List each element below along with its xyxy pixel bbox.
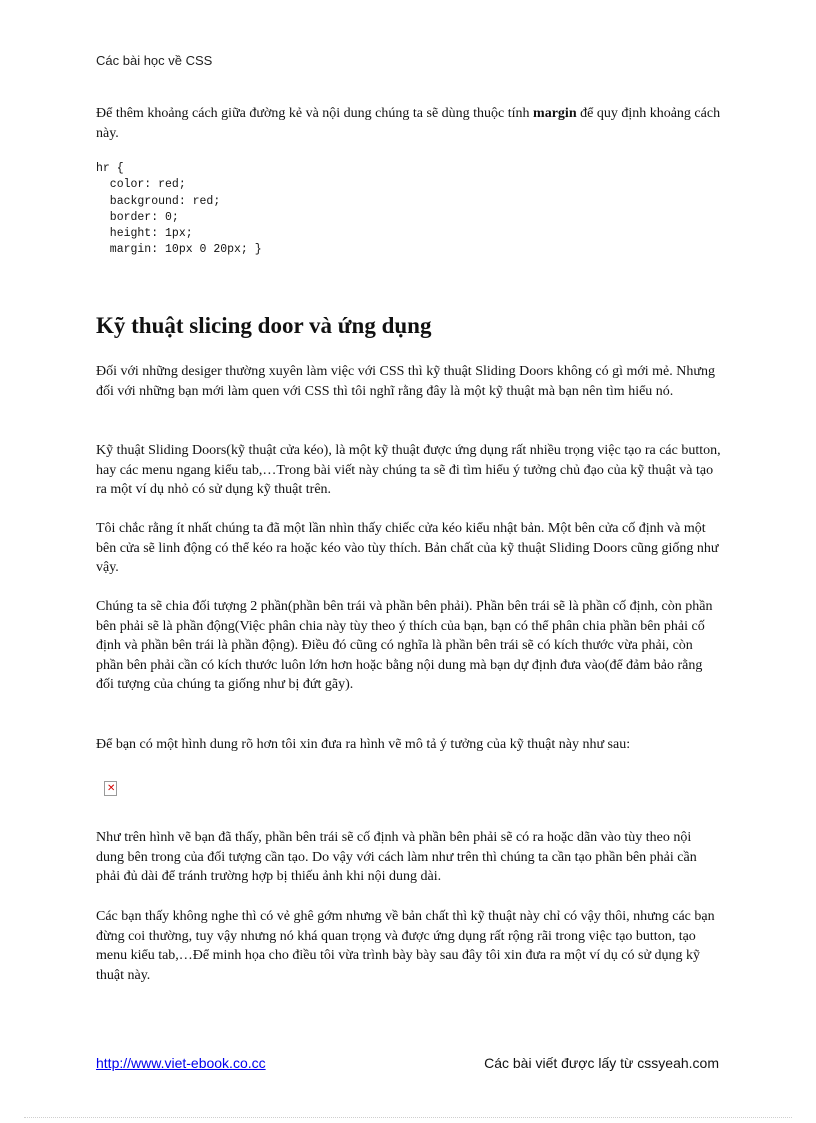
intro-paragraph: [96, 104, 722, 143]
paragraph-7: Các bạn thấy không nghe thì có vẻ ghê gớm nhưng về bản chất thì kỹ thuật này chỉ có vậy thôi, nhưng các bạn đừng coi thường, tuy vậy nhưng nó khá quan trọng và được ứng dụng rất rộng rãi trong việc tạo button, tạo menu kiểu tab,…Để minh họa cho điều tôi vừa trình bày bày sau đây tôi xin đưa ra một ví dụ có sử dụng kỹ thuật này.: [96, 909, 715, 983]
paragraph-5: Để bạn có một hình dung rõ hơn tôi xin đưa ra hình vẽ mô tả ý tưởng của kỹ thuật này như sau:: [96, 737, 631, 752]
page-header-title: Các bài học về CSS: [96, 53, 213, 68]
paragraph-6: Như trên hình vẽ bạn đã thấy, phần bên trái sẽ cố định và phần bên phải sẽ có ra hoặc dãn vào tùy theo nội dung bên trong của đối tượng cần tạo. Do vậy với cách làm như trên thì chúng ta cần tạo phần bên phải cần phải đủ dài để tránh trường hợp bị thiếu ảnh khi nội dung dài.: [96, 830, 697, 884]
code-block: hr { color: red; background: red; border: 0; height: 1px; margin: 10px 0 20px; }: [96, 162, 262, 257]
footer-website-link[interactable]: http://www.viet-ebook.co.cc: [96, 1055, 266, 1071]
paragraph-4: Chúng ta sẽ chia đối tượng 2 phần(phần bên trái và phần bên phải). Phần bên trái sẽ là phần cố định, còn phần bên phải sẽ là phần động(Việc phân chia này tùy theo ý thích của bạn, bạn có thể phân chia phần bên phải cố định và phần bên trái là phần động). Điều đó cũng có nghĩa là phần bên trái sẽ có kích thước vừa phải, còn phần bên phải cần có kích thước luôn lớn hơn hoặc bằng nội dung mà bạn dự định đưa vào(để đảm bảo rằng đối tượng của chúng ta giống như bị đứt gãy).: [96, 599, 713, 692]
broken-image-icon: ✕: [104, 781, 117, 796]
footer-source-note: Các bài viết được lấy từ cssyeah.com: [484, 1055, 719, 1071]
paragraph-1: Đối với những desiger thường xuyên làm việc với CSS thì kỹ thuật Sliding Doors không có gì mới mẻ. Nhưng đối với những bạn mới làm quen với CSS thì tôi nghĩ rằng đây là một kỹ thuật mà bạn nên tìm hiểu nó.: [96, 364, 715, 399]
section-heading: Kỹ thuật slicing door và ứng dụng: [96, 313, 432, 338]
intro-text-before: Để thêm khoảng cách giữa đường kẻ và nội dung chúng ta sẽ dùng thuộc tính: [96, 106, 534, 121]
page-bottom-divider: [24, 1117, 792, 1118]
paragraph-3: Tôi chắc rằng ít nhất chúng ta đã một lần nhìn thấy chiếc cửa kéo kiểu nhật bản. Một bên cửa cố định và một bên cửa sẽ linh động có thể kéo ra hoặc kéo vào tùy thích. Bản chất của kỹ thuật Sliding Doors cũng giống như vậy.: [96, 521, 719, 575]
intro-text-after: để quy định khoảng cách này.: [96, 106, 721, 141]
intro-keyword: margin: [533, 106, 577, 121]
paragraph-2: Kỹ thuật Sliding Doors(kỹ thuật cửa kéo), là một kỹ thuật được ứng dụng rất nhiều trọng việc tạo ra các button, hay các menu ngang kiểu tab,…Trong bài viết này chúng ta sẽ đi tìm hiểu ý tưởng chủ đạo của kỹ thuật và tạo ra một ví dụ nhỏ có sử dụng kỹ thuật trên.: [96, 443, 721, 497]
